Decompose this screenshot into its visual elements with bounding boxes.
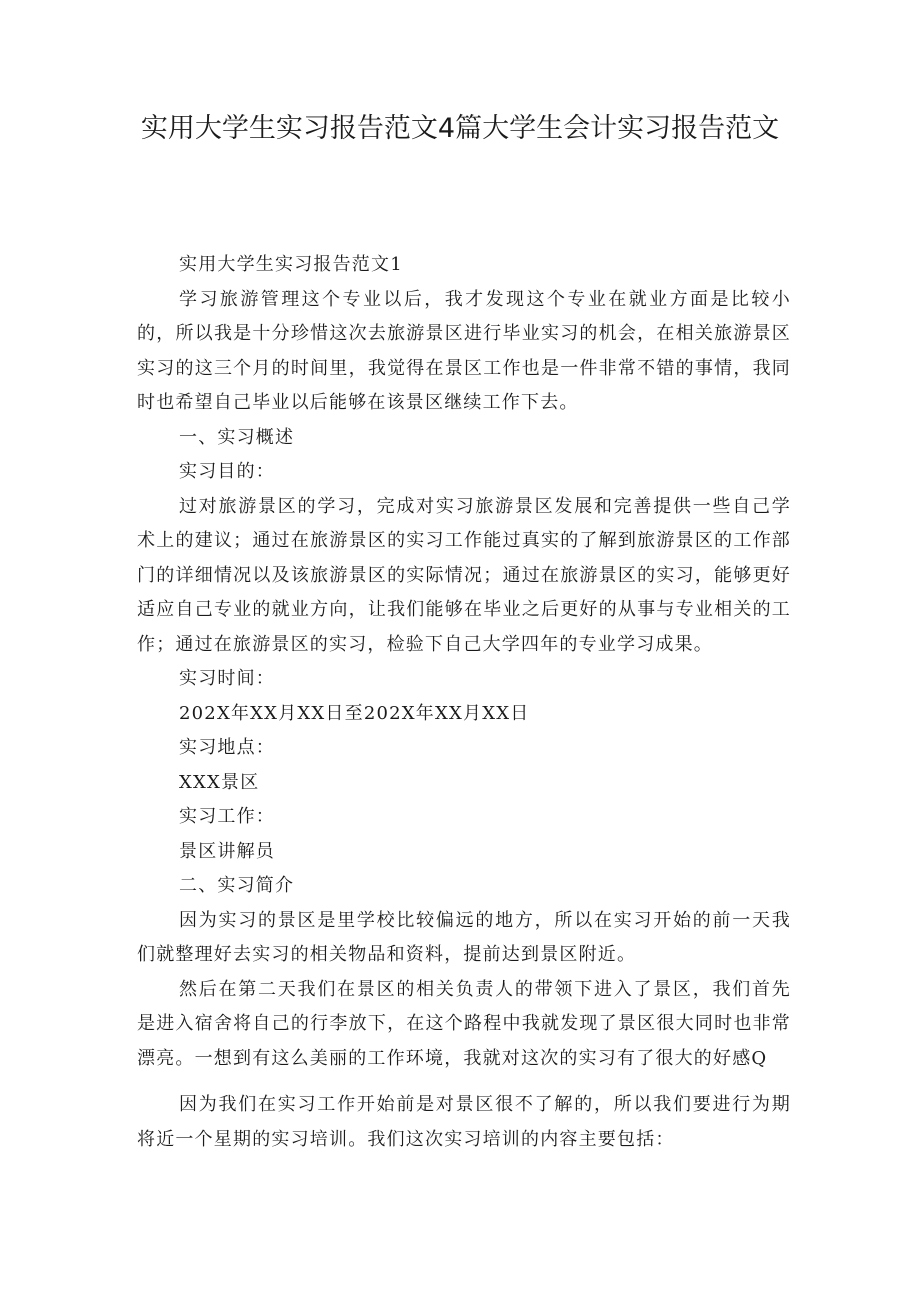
paragraph-purpose: 过对旅游景区的学习，完成对实习旅游景区发展和完善提供一些自己学术上的建议；通过在旅游景区的实习工作能过真实的了解到旅游景区的工作部门的详细情况以及该旅游景区的实际情况；通过在旅游景区的实习，能够更好适应自己专业的就业方向，让我们能够在毕业之后更好的从事与专业相关的工作；通过在旅游景区的实习，检验下自己大学四年的专业学习成果。 — [137, 495, 791, 655]
label-location: 实习地点： — [179, 737, 275, 758]
label-purpose: 实习目的： — [179, 461, 275, 482]
document-title: 实用大学生实习报告范文4篇大学生会计实习报告范文 — [140, 113, 780, 144]
section-heading-overview: 一、实习概述 — [179, 426, 295, 448]
value-location: XXX景区 — [179, 771, 260, 793]
paragraph-entering: 然后在第二天我们在景区的相关负责人的带领下进入了景区，我们首先是进入宿舍将自己的行李放下，在这个路程中我就发现了景区很大同时也非常漂亮。一想到有这么美丽的工作环境，我就对这次的实习有了很大的好感Q — [137, 978, 791, 1069]
section-heading-intro: 二、实习简介 — [179, 875, 295, 896]
document-body — [137, 248, 791, 1157]
label-time: 实习时间： — [179, 668, 275, 689]
paragraph-arrival: 因为实习的景区是里学校比较偏远的地方，所以在实习开始的前一天我们就整理好去实习的相关物品和资料，提前达到景区附近。 — [137, 909, 791, 965]
value-time: 202X年XX月XX日至202X年XX月XX日 — [179, 702, 530, 724]
subheading-report-1: 实用大学生实习报告范文1 — [179, 254, 403, 275]
paragraph-intro: 学习旅游管理这个专业以后，我才发现这个专业在就业方面是比较小的，所以我是十分珍惜这次去旅游景区进行毕业实习的机会，在相关旅游景区实习的这三个月的时间里，我觉得在景区工作也是一件非常不错的事情，我同时也希望自己毕业以后能够在该景区继续工作下去。 — [137, 288, 791, 413]
label-work: 实习工作： — [179, 806, 275, 827]
paragraph-training: 因为我们在实习工作开始前是对景区很不了解的，所以我们要进行为期将近一个星期的实习培训。我们这次实习培训的内容主要包括： — [137, 1094, 791, 1150]
value-work: 景区讲解员 — [179, 840, 275, 862]
